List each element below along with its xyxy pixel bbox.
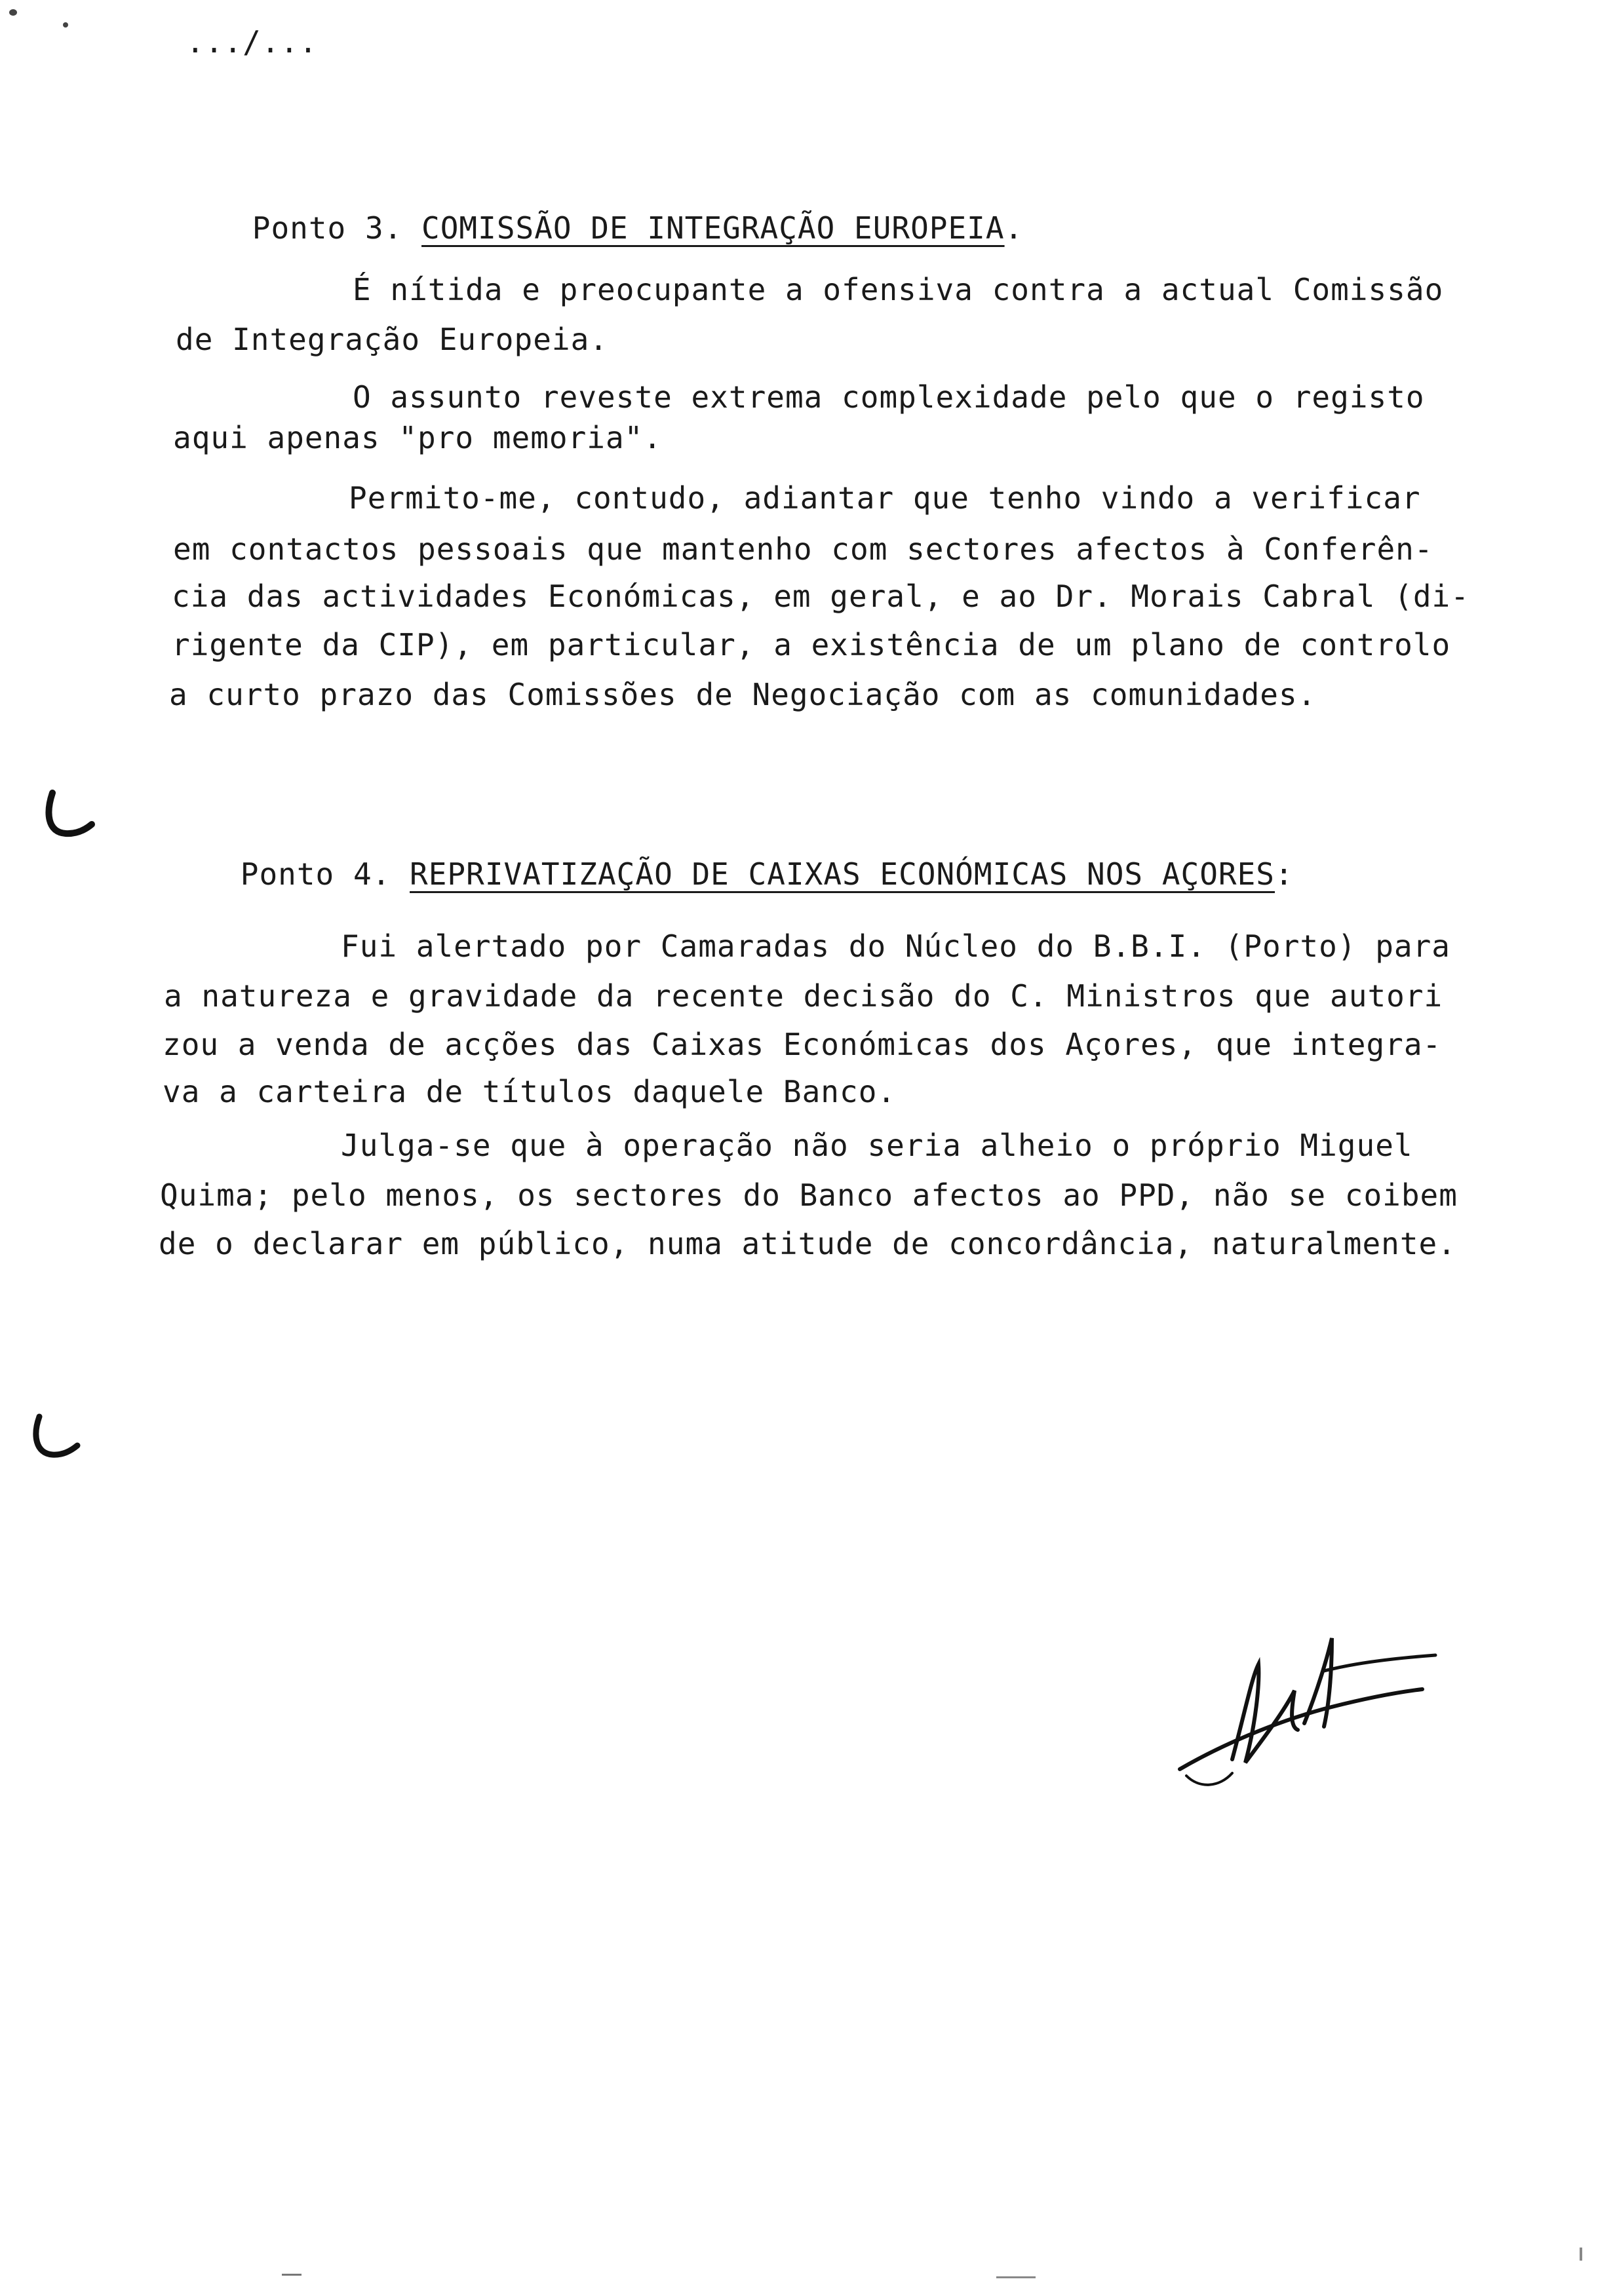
section3-line-1: É nítida e preocupante a ofensiva contra a actual Comissão bbox=[353, 272, 1444, 307]
section4-line-6: Quima; pelo menos, os sectores do Banco afectos ao PPD, não se coibem bbox=[160, 1177, 1458, 1213]
ink-speck bbox=[9, 9, 17, 16]
continuation-marker: .../... bbox=[186, 24, 318, 60]
section4-line-5: Julga-se que à operação não seria alheio o próprio Miguel bbox=[341, 1128, 1413, 1163]
handwritten-signature bbox=[1160, 1612, 1449, 1795]
section4-line-4: va a carteira de títulos daquele Banco. bbox=[163, 1074, 897, 1109]
section4-line-2: a natureza e gravidade da recente decisão do C. Ministros que autori bbox=[164, 978, 1443, 1014]
section4-line-1: Fui alertado por Camaradas do Núcleo do B.B.I. (Porto) para bbox=[341, 928, 1450, 964]
section3-line-5: Permito-me, contudo, adiantar que tenho vindo a verificar bbox=[349, 480, 1421, 516]
section3-line-7: cia das actividades Económicas, em geral, e ao Dr. Morais Cabral (di- bbox=[172, 579, 1469, 614]
section4-title-suffix: : bbox=[1275, 856, 1294, 892]
section3-heading bbox=[177, 169, 1023, 287]
section3-title: COMISSÃO DE INTEGRAÇÃO EUROPEIA bbox=[421, 210, 1005, 246]
section4-line-7: de o declarar em público, numa atitude de concordância, naturalmente. bbox=[159, 1226, 1456, 1261]
scan-speck bbox=[996, 2276, 1036, 2278]
section4-label: Ponto 4. bbox=[240, 856, 391, 892]
section3-label: Ponto 3. bbox=[252, 210, 403, 246]
section3-line-3: O assunto reveste extrema complexidade pelo que o registo bbox=[353, 379, 1425, 415]
section3-line-9: a curto prazo das Comissões de Negociação com as comunidades. bbox=[169, 677, 1317, 712]
margin-bracket-mark bbox=[39, 786, 98, 845]
section3-line-2: de Integração Europeia. bbox=[176, 322, 608, 357]
scan-speck bbox=[1580, 2248, 1582, 2261]
margin-bracket-mark bbox=[28, 1409, 87, 1468]
ink-speck bbox=[63, 22, 68, 28]
section4-title: REPRIVATIZAÇÃO DE CAIXAS ECONÓMICAS NOS AÇORES bbox=[410, 856, 1275, 892]
section3-line-8: rigente da CIP), em particular, a existência de um plano de controlo bbox=[172, 627, 1451, 662]
section4-heading bbox=[165, 815, 1294, 933]
section4-line-3: zou a venda de acções das Caixas Económicas dos Açores, que integra- bbox=[163, 1027, 1442, 1062]
section3-line-4: aqui apenas "pro memoria". bbox=[173, 420, 663, 455]
section3-title-suffix: . bbox=[1004, 210, 1024, 246]
scan-speck bbox=[282, 2274, 302, 2276]
section3-line-6: em contactos pessoais que mantenho com sectores afectos à Conferên- bbox=[173, 531, 1433, 567]
